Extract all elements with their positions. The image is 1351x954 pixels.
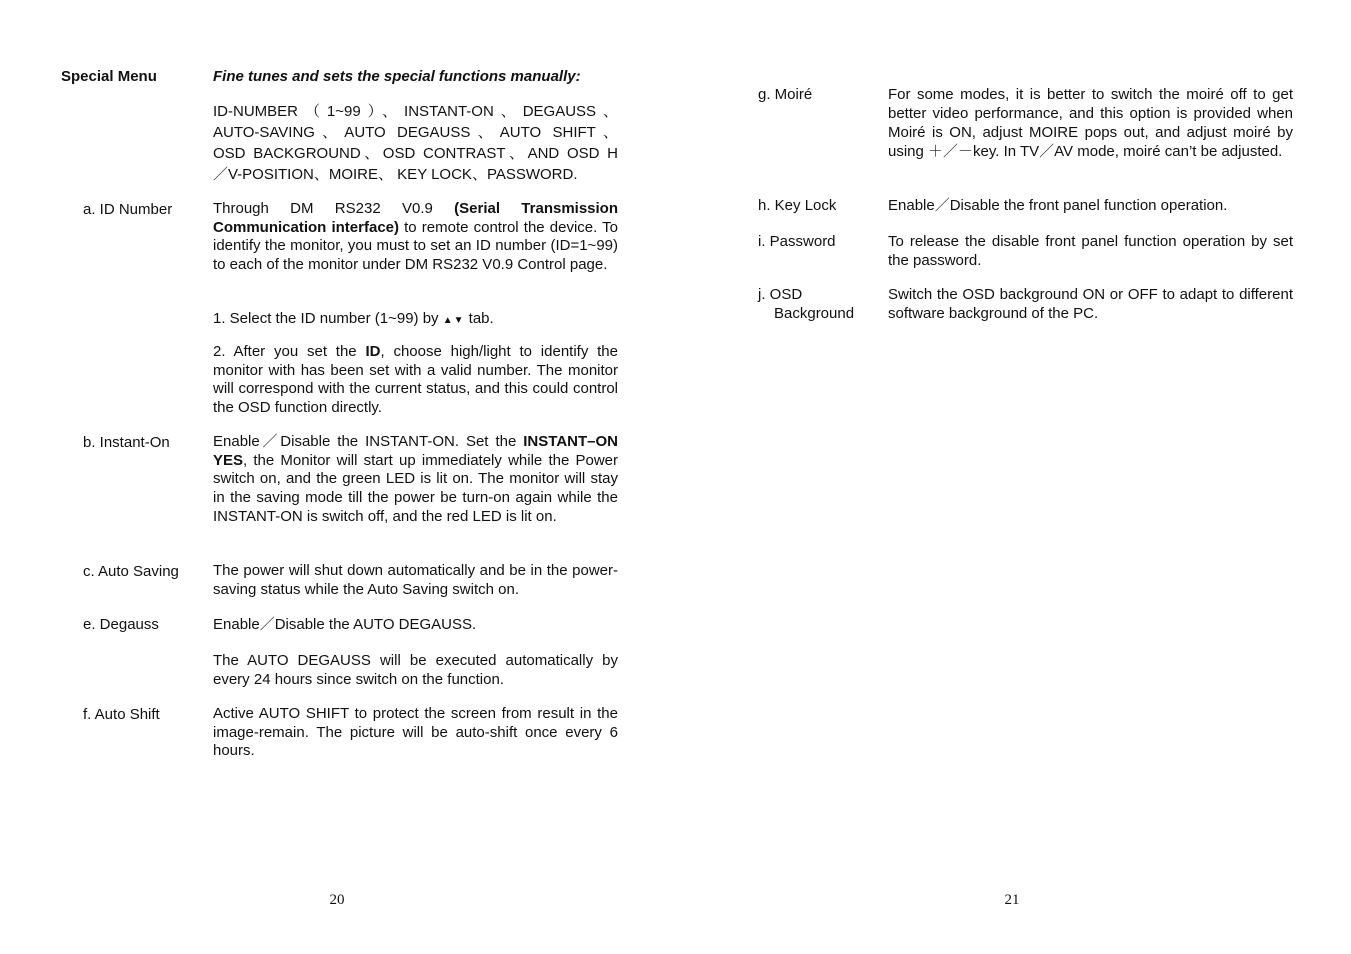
item-label-auto-saving: c. Auto Saving	[83, 563, 179, 580]
id-number-step-1	[213, 309, 494, 330]
password-description: To release the disable front panel function operation by set the password.	[888, 233, 1293, 269]
step-2-text-bold: ID	[365, 343, 381, 360]
left-page	[0, 0, 675, 954]
up-down-arrows-icon: ▲▼	[442, 315, 465, 326]
item-label-key-lock: h. Key Lock	[758, 197, 837, 214]
item-label-osd: j. OSD	[758, 286, 803, 303]
function-list-line: ／V-POSITION、MOIRE、 KEY LOCK、PASSWORD.	[213, 166, 578, 183]
right-page	[676, 0, 1351, 954]
auto-shift-description: Active AUTO SHIFT to protect the screen from result in the image-remain. The picture will be auto-shift once every 6 hours.	[213, 705, 618, 759]
section-label-special-menu: Special Menu	[61, 68, 157, 85]
page-number: 21	[1004, 892, 1020, 908]
key-lock-description: Enable／Disable the front panel function operation.	[888, 197, 1228, 214]
instant-on-text-bold: INSTANT–ON YES	[213, 433, 618, 469]
degauss-description-1: Enable／Disable the AUTO DEGAUSS.	[213, 616, 477, 633]
id-number-step-2	[213, 343, 618, 417]
item-label-background: Background	[774, 305, 855, 322]
function-list	[213, 101, 618, 185]
step-1-text-post: tab.	[464, 310, 494, 327]
instant-on-text-post: , the Monitor will start up immediately while the Power switch on, and the green LED is lit on. The monitor will stay in the saving mode till the power be turn-on again while the INSTANT-ON is switch off, and the red LED is lit on.	[213, 451, 618, 525]
function-list-line: ID-NUMBER（1~99）、INSTANT-ON、DEGAUSS、	[213, 103, 618, 120]
step-2-text-post: , choose high/light to identify the monitor with has been set with a valid number. The monitor will correspond with the current status, and this could control the OSD function directly.	[213, 343, 618, 416]
instant-on-text-pre: Enable／Disable the INSTANT-ON. Set the	[213, 433, 524, 450]
id-number-text-post: to remote control the device. To identify the monitor, you must to set an ID number (ID=1~99) to each of the monitor under DM RS232 V0.9 Control page.	[213, 218, 618, 273]
item-label-instant-on: b. Instant-On	[83, 434, 170, 451]
function-list-line: AUTO-SAVING、AUTO DEGAUSS、AUTO SHIFT、	[213, 124, 618, 141]
auto-saving-description: The power will shut down automatically and be in the power-saving status while the Auto Saving switch on.	[213, 562, 618, 598]
id-number-description	[213, 200, 618, 274]
id-number-text-bold: (Serial Transmission Communication interface)	[213, 200, 619, 236]
id-number-text-pre: Through DM RS232 V0.9	[213, 200, 455, 217]
section-description: Fine tunes and sets the special functions manually:	[213, 68, 581, 85]
moire-description: For some modes, it is better to switch the moiré off to get better video performance, and this option is provided when Moiré is ON, adjust MOIRE pops out, and adjust moiré by using ＋／－key. In TV／AV mode, moiré can’t be adjusted.	[888, 86, 1293, 160]
instant-on-description	[213, 433, 618, 527]
item-label-id-number: a. ID Number	[83, 201, 173, 218]
item-label-moire: g. Moiré	[758, 86, 813, 103]
item-label-auto-shift: f. Auto Shift	[83, 706, 160, 723]
item-label-password: i. Password	[758, 233, 836, 250]
item-label-degauss: e. Degauss	[83, 616, 159, 633]
function-list-line: OSD BACKGROUND、OSD CONTRAST、AND OSD H	[213, 145, 618, 162]
step-2-text-pre: 2. After you set the	[213, 343, 366, 360]
osd-background-description: Switch the OSD background ON or OFF to adapt to different software background of the PC.	[888, 286, 1293, 322]
degauss-description-2: The AUTO DEGAUSS will be executed automatically by every 24 hours since switch on the function.	[213, 652, 618, 688]
page-number: 20	[329, 892, 345, 908]
step-1-text-pre: 1. Select the ID number (1~99) by	[213, 310, 443, 327]
